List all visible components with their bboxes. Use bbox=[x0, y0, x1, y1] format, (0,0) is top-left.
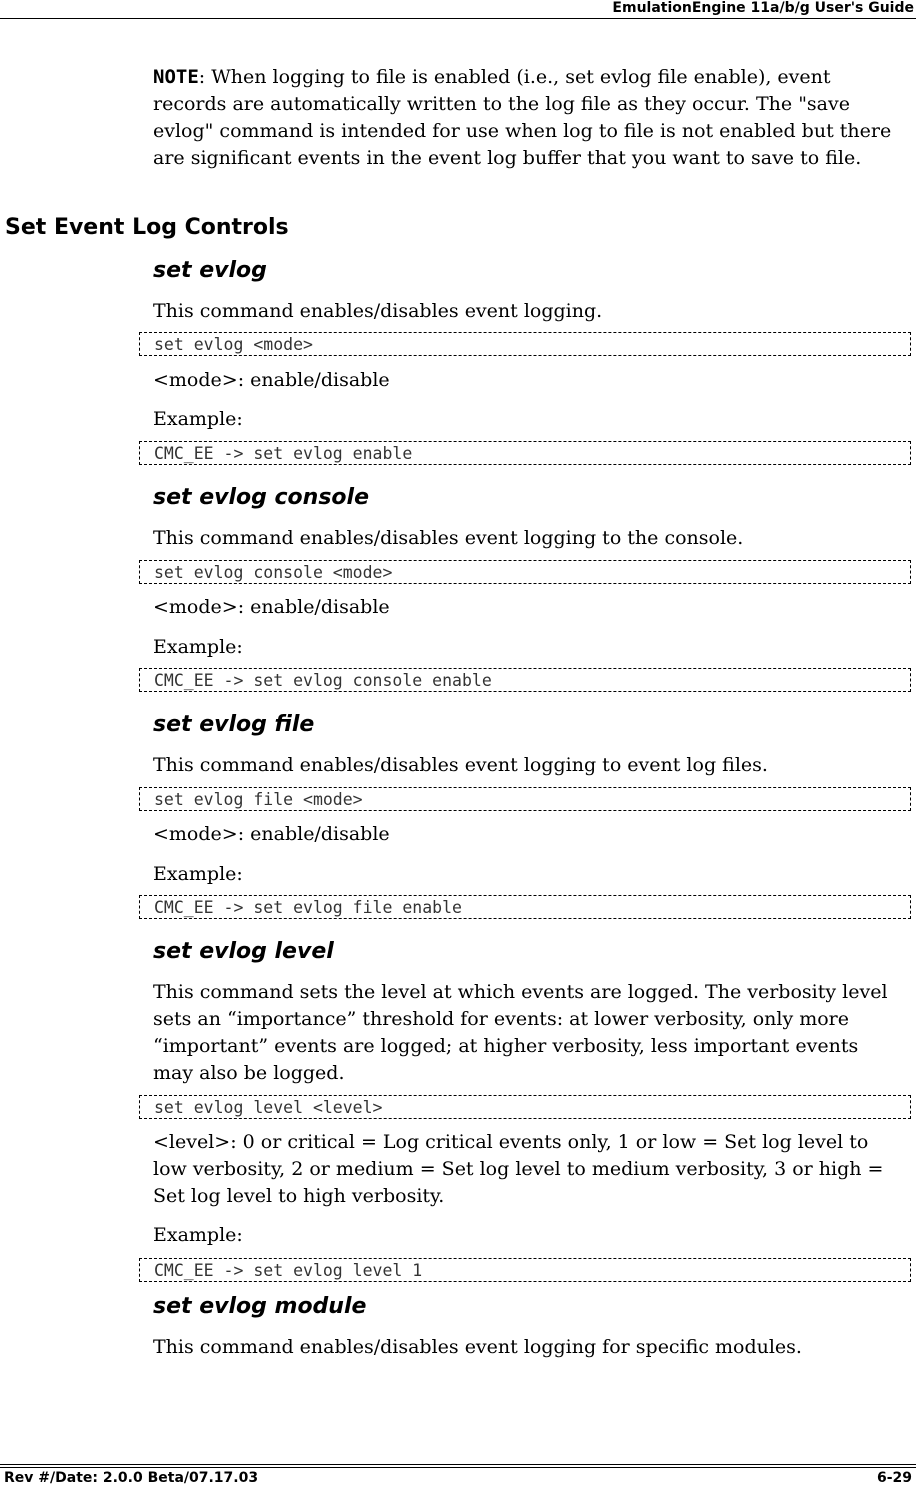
footer-rule bbox=[0, 1464, 916, 1465]
example-code: CMC_EE -> set evlog file enable bbox=[154, 898, 462, 917]
syntax-box bbox=[139, 1095, 911, 1119]
example-code: CMC_EE -> set evlog enable bbox=[154, 444, 413, 463]
syntax-box bbox=[139, 332, 911, 356]
example-box bbox=[139, 668, 911, 692]
example-box bbox=[139, 895, 911, 919]
syntax-code: set evlog level <level> bbox=[154, 1098, 383, 1117]
command-title-set-evlog-level: set evlog level bbox=[153, 939, 334, 964]
example-label: Example: bbox=[153, 1224, 243, 1246]
command-title-set-evlog-file: set evlog file bbox=[153, 712, 315, 737]
example-label: Example: bbox=[153, 408, 243, 430]
syntax-box bbox=[139, 787, 911, 811]
command-title-set-evlog-console: set evlog console bbox=[153, 485, 370, 510]
note-paragraph bbox=[153, 64, 893, 172]
note-text: : When logging to file is enabled (i.e., set evlog file enable), event records are automatically written to the log file as they occur. The "save evlog" command is intended for use when log to file is not enabled but there are significant events in the event log buffer that you want to save to file. bbox=[153, 66, 892, 169]
example-box bbox=[139, 441, 911, 465]
running-header: EmulationEngine 11a/b/g User's Guide bbox=[612, 0, 914, 16]
command-description: This command enables/disables event logging to event log files. bbox=[153, 754, 768, 776]
command-title-set-evlog: set evlog bbox=[153, 258, 267, 283]
parameter-description: <mode>: enable/disable bbox=[153, 369, 390, 391]
command-description: This command enables/disables event logging to the console. bbox=[153, 527, 744, 549]
parameter-description: <mode>: enable/disable bbox=[153, 596, 390, 618]
example-code: CMC_EE -> set evlog console enable bbox=[154, 671, 492, 690]
parameter-description: <level>: 0 or critical = Log critical events only, 1 or low = Set log level to low verbosity, 2 or medium = Set log level to medium verbosity, 3 or high = Set log level to high verbosity. bbox=[153, 1131, 884, 1207]
syntax-code: set evlog <mode> bbox=[154, 335, 313, 354]
note-label: NOTE bbox=[153, 66, 199, 88]
footer-rule bbox=[0, 1467, 916, 1468]
example-box bbox=[139, 1258, 911, 1282]
example-label: Example: bbox=[153, 636, 243, 658]
section-title: Set Event Log Controls bbox=[5, 215, 289, 240]
example-code: CMC_EE -> set evlog level 1 bbox=[154, 1261, 423, 1280]
syntax-code: set evlog file <mode> bbox=[154, 790, 363, 809]
command-description: This command enables/disables event logging. bbox=[153, 300, 603, 322]
syntax-code: set evlog console <mode> bbox=[154, 563, 393, 582]
command-title-set-evlog-module: set evlog module bbox=[153, 1294, 367, 1319]
footer-revision: Rev #/Date: 2.0.0 Beta/07.17.03 bbox=[4, 1470, 259, 1486]
page-number: 6-29 bbox=[876, 1470, 912, 1486]
header-rule bbox=[0, 18, 916, 19]
parameter-description: <mode>: enable/disable bbox=[153, 823, 390, 845]
syntax-box bbox=[139, 560, 911, 584]
example-label: Example: bbox=[153, 863, 243, 885]
command-description: This command enables/disables event logging for specific modules. bbox=[153, 1336, 802, 1358]
command-description: This command sets the level at which events are logged. The verbosity level sets an “importance” threshold for events: at lower verbosity, only more “important” events are logged; at higher verbosity, less important events may also be logged. bbox=[153, 981, 888, 1084]
